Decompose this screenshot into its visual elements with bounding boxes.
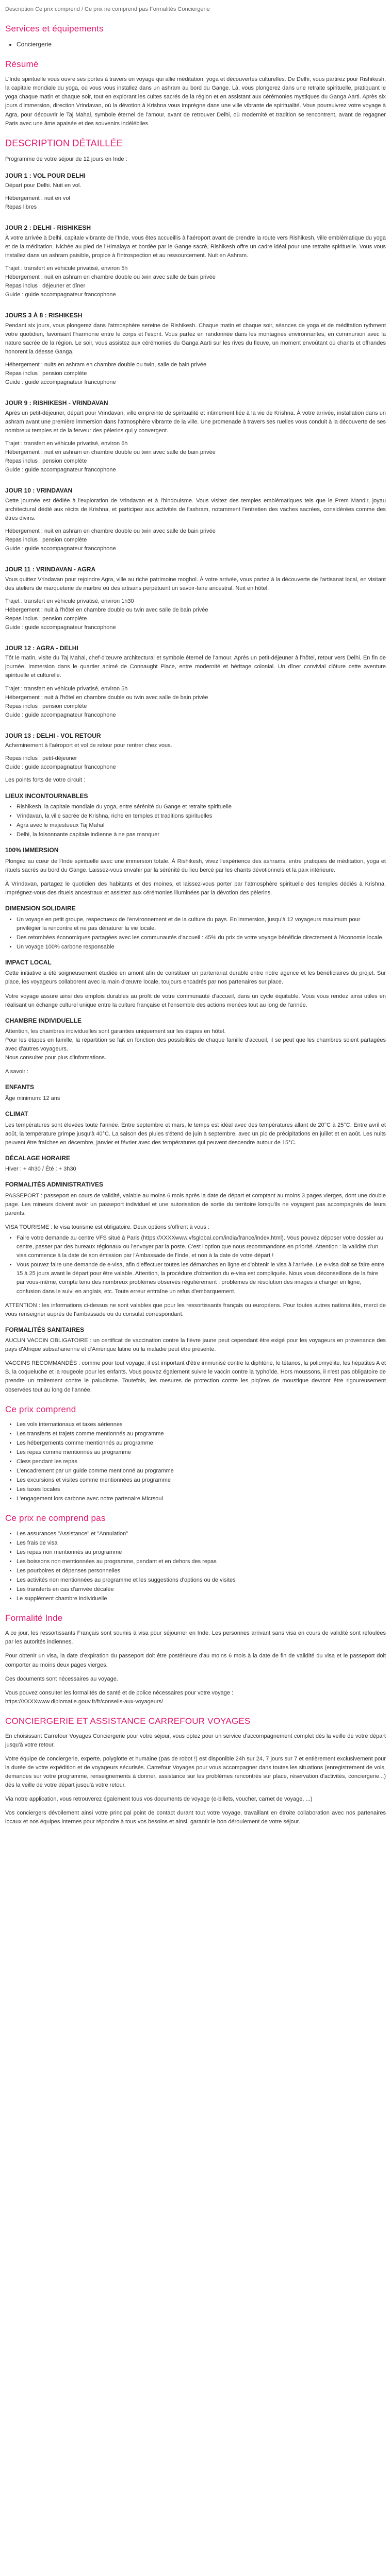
day-paragraph: Repas inclus : pension complète [5,536,87,543]
day-paragraph: Pendant six jours, vous plongerez dans l'atmosphère sereine de Rishikesh. Chaque matin et chaque soir, séances de yoga et de méditation rythment votre quotidien, favorisant l'harmonie entre le corps et l'esprit. Vous partez en randonnée dans les montagnes environnantes, en communion avec la nature sacrée de la région. Le soir, vous assistez aux cérémonies du Ganga Aarti sur les rives du fleuve, un moment envoûtant où chants et offrandes honorent la déesse Ganga. [5,322,386,355]
visa-option-item: • Faire votre demande au centre VFS situé à Paris (https://XXXXwww.vfsglobal.com/india/france/index.html). Vous pouvez déposer votre dossier au centre, passer par des bureaux régionaux ou l'envoyer par la poste. C'est l'option que nous recommandons en priorité. Attention : la validité d'un visa commence à la date de son émission par l'Ambassade de l'Inde, et non à la date de votre départ ! [17,1234,386,1260]
day-paragraph: Hébergement : nuit à l'hôtel en chambre double ou twin avec salle de bain privée [5,606,208,613]
immersion-label: 100% IMMERSION [5,846,59,854]
day-paragraph: Repas libres [5,204,37,211]
conciergerie-text-2: Votre équipe de conciergerie, experte, polyglotte et humaine (pas de robot !) est disponible 24h sur 24, 7 jours sur 7 et entièrement exclusivement pour la durée de votre expédition et de voyageurs sécurisés. Carrefour Voyages pour vous accompagner dans toutes les situations (enregistrement de vols, demandes sur votre programme, renseignements à donner, assistance sur les problèmes rencontrés sur place, réservation d'activités, conciergerie...) dès la veille de votre départ jusqu'à votre retour. [5,1756,386,1789]
prix-comprend-item: • L'encadrement par un guide comme mentionné au programme [17,1467,386,1476]
day-paragraph: Repas inclus : pension complète [5,370,87,377]
chambre-label: CHAMBRE INDIVIDUELLE [5,1016,82,1024]
solidaire-item: • Un voyage 100% carbone responsable [17,943,386,952]
day-paragraph: Après un petit-déjeuner, départ pour Vrindavan, ville empreinte de spiritualité et intimement liée à la vie de Krishna. À votre arrivée, installation dans un ashram avant une première immersion dans l'atmosphère vibrante de la ville. Une promenade à travers ses ruelles vous conduit à la découverte de ses nombreux temples et de la ferveur des pèlerins qui y convergent. [5,410,386,434]
formalite-inde-title: Formalité Inde [5,1613,63,1623]
day-paragraph: Guide : guide accompagnateur francophone [5,624,116,631]
day-block [5,398,386,479]
conciergerie-text-3: Via notre application, vous retrouverez également tous vos documents de voyage (e-billets, voucher, carnet de voyage, ...) [5,1796,313,1803]
day-paragraph: Acheminement à l'aéroport et vol de retour pour rentrer chez vous. [5,742,172,749]
strong-points-intro: Les points forts de votre circuit : [5,777,86,784]
formalites-text-1: PASSEPORT : passeport en cours de validité, valable au moins 6 mois après la date de départ et comptant au moins 3 pages vierges, dont une double page. Les mineurs doivent avoir un passeport individuel et une autorisation de sortie du territoire lorsqu'ils ne voyagent pas accompagnés de leurs parents. [5,1193,386,1217]
day-title: JOUR 12 : AGRA - DELHI [5,644,78,652]
a-savoir-label: A savoir : [5,1069,29,1075]
solidaire-list [5,916,386,952]
day-paragraph: Départ pour Delhi. Nuit en vol. [5,182,82,189]
day-paragraph: Hébergement : nuits en ashram en chambre double ou twin, salle de bain privée [5,361,207,368]
formalites-text-2: VISA TOURISME : le visa tourisme est obligatoire. Deux options s'offrent à vous : [5,1224,209,1231]
sanitaires-label: FORMALITÉS SANITAIRES [5,1326,85,1333]
formalites-label: FORMALITÉS ADMINISTRATIVES [5,1181,103,1189]
formalites-text-3: ATTENTION : les informations ci-dessus ne sont valables que pour les ressortissants français ou européens. Pour toutes autres nationalités, merci de vous renseigner auprès de l'ambassade ou du consulat correspondant. [5,1302,386,1317]
enfants-label: ENFANTS [5,1083,35,1091]
impact-label: IMPACT LOCAL [5,958,52,966]
prix-comprend-list [5,1420,386,1503]
day-title: JOUR 2 : DELHI - RISHIKESH [5,224,91,232]
formalite-inde-text-2: Pour obtenir un visa, la date d'expiration du passeport doit être postérieure d'au moins 6 mois à la date de fin de validité du visa et le passeport doit comporter au moins deux pages vierges. [5,1653,386,1668]
day-paragraph: Cette journée est dédiée à l'exploration de Vrindavan et à l'hindouisme. Vous visitez des temples emblématiques tels que le Prem Mandir, joyau architectural dédié aux récits de Krishna, et participez aux activités de l'ashram, notamment l'entretien des vaches sacrées, considérées comme des êtres divins. [5,497,386,521]
climat-label: CLIMAT [5,1110,28,1118]
incontournable-item: • Delhi, la foisonnante capitale indienne à ne pas manquer [17,831,386,839]
formalite-inde-link[interactable]: https://XXXXwww.diplomatie.gouv.fr/fr/conseils-aux-voyageurs/ [5,1698,164,1705]
prix-comprend-item: • Les vols internationaux et taxes aériennes [17,1420,386,1429]
days-container [5,171,386,776]
day-paragraph: Vous quittez Vrindavan pour rejoindre Agra, ville au riche patrimoine moghol. À votre arrivée, vous partez à la découverte de l'artisanat local, en visitant des ateliers de marqueterie de marbre où des artisans perpétuent un savoir-faire ancestral. Nuit en hôtel. [5,576,386,591]
enfants-text: Âge minimum: 12 ans [5,1095,60,1102]
incontournable-item: • Agra avec le majestueux Taj Mahal [17,821,386,830]
prix-ne-comprend-item: • Les activités non mentionnées au programme et les suggestions d'options ou de visites [17,1576,386,1585]
day-block [5,311,386,391]
prix-ne-comprend-item: • Les repas non mentionnés au programme [17,1548,386,1557]
services-title: Services et équipements [5,24,104,34]
prix-ne-comprend-list [5,1530,386,1603]
day-title: JOUR 9 : RISHIKESH - VRINDAVAN [5,399,108,407]
day-block [5,171,386,216]
formalite-inde-text-4: Vous pouvez consulter les formalités de santé et de police nécessaires pour votre voyage : [5,1689,234,1696]
prix-ne-comprend-title: Ce prix ne comprend pas [5,1513,106,1523]
day-paragraph: Guide : guide accompagnateur francophone [5,764,116,771]
prix-comprend-title: Ce prix comprend [5,1404,76,1414]
chambre-text-3: Nous consulter pour plus d'informations. [5,1055,106,1061]
description-intro: Programme de votre séjour de 12 jours en Inde : [5,156,127,162]
day-block [5,223,386,303]
day-paragraph: Repas inclus : pension complète [5,703,87,709]
day-title: JOUR 11 : VRINDAVAN - AGRA [5,565,96,573]
formalite-inde-text-1: A ce jour, les ressortissants Français sont soumis à visa pour séjourner en Inde. Les personnes arrivant sans visa en cours de validité sont refoulées par les autorités indiennes. [5,1630,386,1646]
prix-comprend-item: • Les taxes locales [17,1485,386,1494]
day-paragraph: Guide : guide accompagnateur francophone [5,292,116,298]
prix-comprend-item: • Les excursions et visites comme mentionnées au programme [17,1476,386,1485]
day-block [5,643,386,724]
prix-ne-comprend-item: • Les assurances "Assistance" et "Annulation" [17,1530,386,1538]
conciergerie-text-4: Vos conciergers dévoilement ainsi votre principal point de contact durant tout votre voyage, travaillant en étroite collaboration avec nos partenaires locaux et nos équipes internes pour répondre à tous vos besoins et ainsi, garantir le bon déroulement de votre séjour. [5,1810,386,1825]
top-nav-line[interactable]: Description Ce prix comprend / Ce prix ne comprend pas Formalités Conciergerie [5,6,210,12]
day-paragraph: Repas inclus : pension complète [5,457,87,464]
prix-ne-comprend-item: • Les frais de visa [17,1539,386,1548]
day-title: JOURS 3 À 8 : RISHIKESH [5,312,83,319]
day-paragraph: Hébergement : nuit en ashram en chambre double ou twin avec salle de bain privée [5,449,216,455]
day-paragraph: Repas inclus : déjeuner et dîner [5,283,86,290]
day-paragraph: Repas inclus : petit-déjeuner [5,755,77,762]
day-paragraph: Hébergement : nuit à l'hôtel en chambre double ou twin avec salle de bain privée [5,694,208,701]
day-paragraph: Trajet : transfert en véhicule privatisé, environ 5h [5,265,128,272]
prix-ne-comprend-item: • Les boissons non mentionnées au programme, pendant et en dehors des repas [17,1557,386,1566]
prix-ne-comprend-item: • Le supplément chambre individuelle [17,1595,386,1603]
solidaire-label: DIMENSION SOLIDAIRE [5,905,76,912]
prix-ne-comprend-item: • Les transferts en cas d'arrivée décalée [17,1585,386,1594]
conciergerie-text-1: En choisissant Carrefour Voyages Conciergerie pour votre séjour, vous optez pour un service d'accompagnement complet dès la veille de votre départ jusqu'à votre retour. [5,1733,386,1749]
day-paragraph: Hébergement : nuit en ashram en chambre double ou twin avec salle de bain privée [5,528,216,534]
day-paragraph: Trajet : transfert en véhicule privatisé, environ 6h [5,440,128,447]
day-title: JOUR 10 : VRINDAVAN [5,487,73,495]
incontournable-item: • Rishikesh, la capitale mondiale du yoga, entre sérénité du Gange et retraite spirituelle [17,803,386,811]
day-paragraph: Guide : guide accompagnateur francophone [5,545,116,552]
impact-text-1: Cette initiative a été soigneusement étudiée en amont afin de constituer un partenariat durable entre notre agence et les bénéficiaires du projet. Sur place, les voyageurs collaborent avec la main d'œuvre locale, toujours encadrés par nos partenaires sur place. [5,970,386,986]
prix-comprend-item: • Les hébergements comme mentionnés au programme [17,1439,386,1448]
visa-options-list [5,1234,386,1296]
formalite-inde-text-3: Ces documents sont nécessaires au voyage. [5,1675,118,1682]
resume-text: L'Inde spirituelle vous ouvre ses portes à travers un voyage qui allie méditation, yoga et découvertes culturelles. De Delhi, vous partirez pour Rishikesh, la capitale mondiale du yoga, où vous vous installez dans un ashram au bord du Gange. Là, vous plongerez dans une retraite spirituelle, pratiquant le yoga chaque matin et chaque soir, tout en explorant les cultes sacrés de la région et en assistant aux cérémonies mystiques du Ganga Aarti. Après six jours d'immersion, direction Vrindavan, où la dévotion à Krishna vous imprègne dans une ville vibrante de spiritualité. Vous poursuivrez votre voyage à Agra, pour découvrir le Taj Mahal, symbole éternel de l'amour, avant de retrouver Delhi, où modernité et tradition se rencontrent, avant de regagner Paris avec une âme apaisée et des souvenirs indélébiles. [5,76,386,127]
incontournable-item: • Vrindavan, la ville sacrée de Krishna, riche en temples et traditions spirituelles [17,812,386,821]
day-paragraph: Guide : guide accompagnateur francophone [5,711,116,718]
day-block [5,486,386,557]
day-title: JOUR 13 : DELHI - VOL RETOUR [5,732,101,739]
climat-text: Les températures sont élevées toute l'année. Entre septembre et mars, le temps est idéal avec des températures allant de 20°C à 25°C. Entre avril et août, la température grimpe jusqu'à 40°C. La saison des pluies s'étend de juin à septembre, avec un pic de précipitations en juillet et en août. Les nuits peuvent être fraîches en décembre, janvier et février avec des températures qui peuvent descendre autour de 15°C. [5,1122,386,1146]
day-paragraph: Trajet : transfert en véhicule privatisé, environ 1h30 [5,598,134,604]
incontournables-list [5,803,386,839]
immersion-text-2: À Vrindavan, partagez le quotidien des habitants et des moines, et laissez-vous porter par l'atmosphère spirituelle des temples dédiés à Krishna. Imprégnez-vous des rituels ancestraux et assistez aux cérémonies illuminées par la dévotion des pèlerins. [5,880,386,896]
prix-comprend-item: • L'engagement lors carbone avec notre partenaire Micrsoul [17,1495,386,1503]
day-block [5,731,386,776]
prix-ne-comprend-item: • Les pourboires et dépenses personnelles [17,1567,386,1575]
incontournables-label: LIEUX INCONTOURNABLES [5,792,88,800]
sanitaires-text-1: AUCUN VACCIN OBLIGATOIRE : un certificat de vaccination contre la fièvre jaune peut cependant être exigé pour les voyageurs en provenance des pays d'Afrique subsaharienne et d'Amérique latine où la maladie peut être présente. [5,1337,386,1353]
services-list [5,40,386,49]
prix-comprend-item: • Cless pendant les repas [17,1458,386,1466]
day-title: JOUR 1 : VOL POUR DELHI [5,172,86,179]
day-paragraph: Hébergement : nuit en ashram en chambre double ou twin avec salle de bain privée [5,274,216,281]
solidaire-item: • Des retombées économiques partagées avec les communautés d'accueil : 45% du prix de votre voyage bénéficie directement à l'économie locale. [17,934,386,942]
visa-option-item: • Vous pouvez faire une demande de e-visa, afin d'effectuer toutes les démarches en ligne et d'obtenir le visa à l'arrivée. Le e-visa doit se faire entre 15 à 25 jours avant le départ pour être valable. Attention, la procédure d'obtention du e-visa est compliquée. Nous vous déconseillons de la faire par vous-même, compte tenu des nombreux problèmes observés régulièrement : problèmes de résolution des images à charger en ligne, confusion dans le suivi en anglais, etc. Toute erreur entraîne un refus d'embarquement. [17,1261,386,1296]
sanitaires-text-2: VACCINS RECOMMANDÉS : comme pour tout voyage, il est important d'être immunisé contre la diphtérie, le tétanos, la poliomyélite, les hépatites A et B, la coqueluche et la rougeole pour les enfants. Vous pouvez également suivre le vaccin contre la typhoïde. Hors moussons, il n'est pas obligatoire de prendre un traitement contre le paludisme. Toutefois, les mesures de protection contre les piqûres de moustique devront être rigoureusement observées tout au long de l'année. [5,1360,386,1393]
day-paragraph: Guide : guide accompagnateur francophone [5,467,116,473]
immersion-text-1: Plongez au cœur de l'Inde spirituelle avec une immersion totale. À Rishikesh, vivez l'expérience des ashrams, entre pratiques de méditation, yoga et rituels sacrés au bord du Gange. Laissez-vous envahir par la sérénité du lieu bercé par les chants dévotionnels et la paix intérieure. [5,858,386,873]
day-paragraph: Repas inclus : pension complète [5,615,87,622]
description-title: DESCRIPTION DÉTAILLÉE [5,138,123,148]
resume-title: Résumé [5,59,39,69]
day-paragraph: Guide : guide accompagnateur francophone [5,379,116,386]
decalage-text: Hiver : + 4h30 / Été : + 3h30 [5,1166,76,1173]
impact-text-2: Votre voyage assure ainsi des emplois durables au profit de votre communauté d'accueil, dans un cycle équitable. Vous vous rendez ainsi utiles en réalisant un échange culturel unique entre la culture française et l'ensemble des actions menées tout au long de l'année. [5,993,386,1008]
day-paragraph: Hébergement : nuit en vol [5,195,70,202]
services-item: • Conciergerie [17,40,386,49]
decalage-label: DÉCALAGE HORAIRE [5,1154,71,1162]
chambre-text-1: Attention, les chambres individuelles sont garanties uniquement sur les étapes en hôtel. [5,1028,226,1035]
prix-comprend-item: • Les transferts et trajets comme mentionnés au programme [17,1430,386,1438]
day-paragraph: Tôt le matin, visite du Taj Mahal, chef-d'œuvre architectural et symbole éternel de l'amour. Après un petit-déjeuner à l'hôtel, retour vers Delhi. En fin de journée, immersion dans le quartier animé de Connaught Place, entre modernité et héritage colonial. Un dîner convivial clôture cette aventure spirituelle et culturelle. [5,655,386,679]
prix-comprend-item: • Les repas comme mentionnés au programme [17,1448,386,1457]
chambre-text-2: Pour les étapes en famille, la répartition se fait en fonction des possibilités de chaque famille d'accueil, il se peut que les chambres soient partagées avec d'autres voyageurs. [5,1037,386,1053]
solidaire-item: • Un voyage en petit groupe, respectueux de l'environnement et de la culture du pays. En immersion, jusqu'à 12 voyageurs maximum pour privilégier la rencontre et ne pas dénaturer la vie locale. [17,916,386,933]
conciergerie-title: CONCIERGERIE ET ASSISTANCE CARREFOUR VOYAGES [5,1716,251,1726]
day-paragraph: À votre arrivée à Delhi, capitale vibrante de l'Inde, vous êtes accueillis à l'aéroport avant de prendre la route vers Rishikesh, ville emblématique du yoga et de la méditation. Nichée au pied de l'Himalaya et bordée par le Gange sacré, Rishikesh offre un cadre idéal pour une retraite spirituelle. Vous vous installez dans un ashram paisible, propice à l'introspection et au ressourcement. Nuit en Ashram. [5,234,386,259]
day-block [5,565,386,636]
day-paragraph: Trajet : transfert en véhicule privatisé, environ 5h [5,685,128,692]
